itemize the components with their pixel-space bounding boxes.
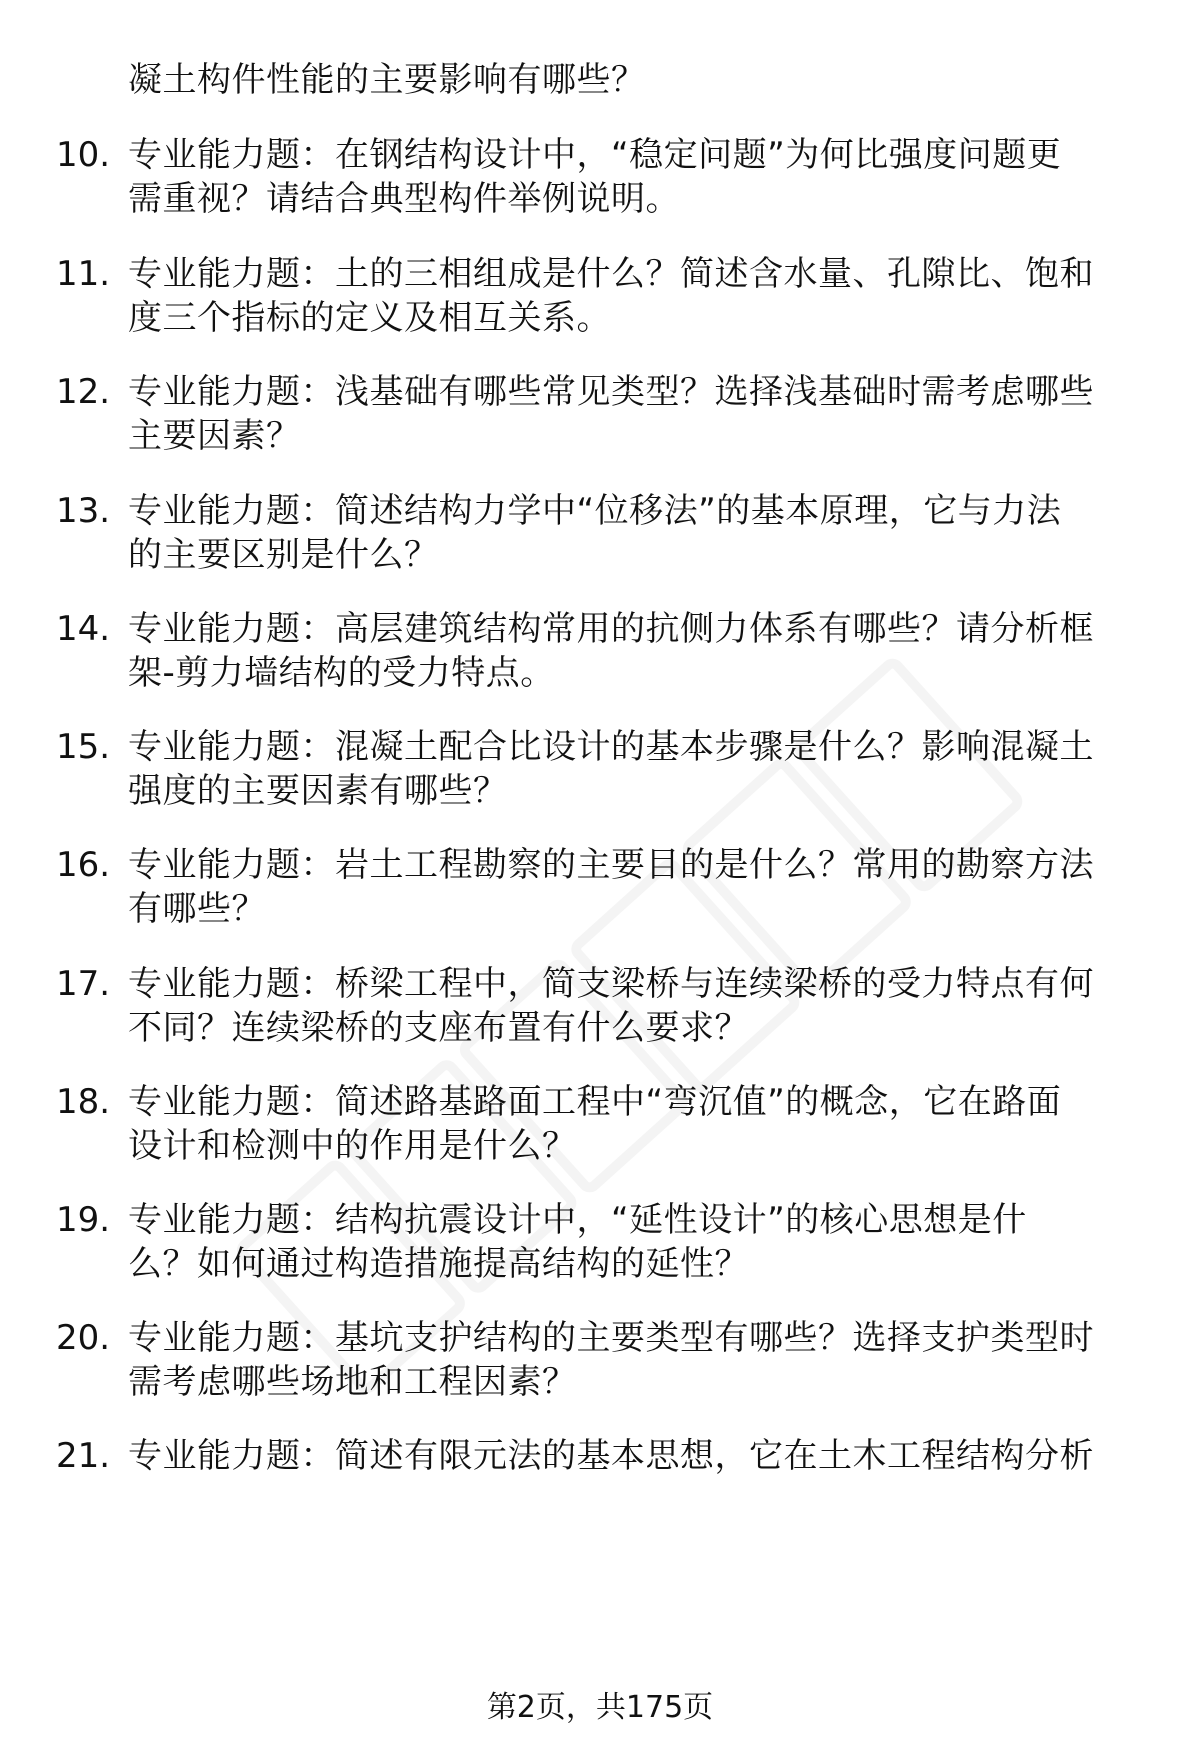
question-line: 的主要区别是什么？ <box>128 535 439 575</box>
question-line: 不同？连续梁桥的支座布置有什么要求？ <box>128 1008 749 1048</box>
question-line: 专业能力题：浅基础有哪些常见类型？选择浅基础时需考虑哪些 <box>128 372 1094 412</box>
question-number: 11. <box>56 254 111 294</box>
question-number: 17. <box>56 964 111 1004</box>
question-line: 专业能力题：岩土工程勘察的主要目的是什么？常用的勘察方法 <box>128 845 1094 885</box>
question-line: 需考虑哪些场地和工程因素？ <box>128 1362 577 1402</box>
question-line: 架-剪力墙结构的受力特点。 <box>128 653 555 693</box>
question-line: 专业能力题：混凝土配合比设计的基本步骤是什么？影响混凝土 <box>128 727 1094 767</box>
question-number: 20. <box>56 1318 111 1358</box>
question-line: 凝土构件性能的主要影响有哪些？ <box>128 60 646 100</box>
question-line: 强度的主要因素有哪些？ <box>128 771 508 811</box>
question-number: 18. <box>56 1082 111 1122</box>
question-line: 专业能力题：高层建筑结构常用的抗侧力体系有哪些？请分析框 <box>128 609 1094 649</box>
question-line: 需重视？请结合典型构件举例说明。 <box>128 179 680 219</box>
question-number: 21. <box>56 1436 111 1476</box>
question-line: 专业能力题：桥梁工程中，简支梁桥与连续梁桥的受力特点有何 <box>128 964 1094 1004</box>
question-number: 10. <box>56 135 111 175</box>
question-line: 专业能力题：在钢结构设计中，“稳定问题”为何比强度问题更 <box>128 135 1062 175</box>
question-line: 专业能力题：简述结构力学中“位移法”的基本原理，它与力法 <box>128 491 1062 531</box>
question-number: 16. <box>56 845 111 885</box>
question-number: 12. <box>56 372 111 412</box>
question-number: 15. <box>56 727 111 767</box>
question-line: 设计和检测中的作用是什么？ <box>128 1126 577 1166</box>
question-line: 么？如何通过构造措施提高结构的延性？ <box>128 1244 749 1284</box>
question-line: 专业能力题：土的三相组成是什么？简述含水量、孔隙比、饱和 <box>128 254 1094 294</box>
question-line: 专业能力题：基坑支护结构的主要类型有哪些？选择支护类型时 <box>128 1318 1094 1358</box>
question-line: 有哪些？ <box>128 889 266 929</box>
question-number: 19. <box>56 1200 111 1240</box>
question-line: 专业能力题：简述有限元法的基本思想，它在土木工程结构分析 <box>128 1436 1094 1476</box>
question-line: 度三个指标的定义及相互关系。 <box>128 298 611 338</box>
question-number: 13. <box>56 491 111 531</box>
question-line: 专业能力题：简述路基路面工程中“弯沉值”的概念，它在路面 <box>128 1082 1062 1122</box>
page-footer: 第2页，共175页 <box>486 1690 714 1725</box>
question-line: 主要因素？ <box>128 416 301 456</box>
question-line: 专业能力题：结构抗震设计中，“延性设计”的核心思想是什 <box>128 1200 1027 1240</box>
question-number: 14. <box>56 609 111 649</box>
